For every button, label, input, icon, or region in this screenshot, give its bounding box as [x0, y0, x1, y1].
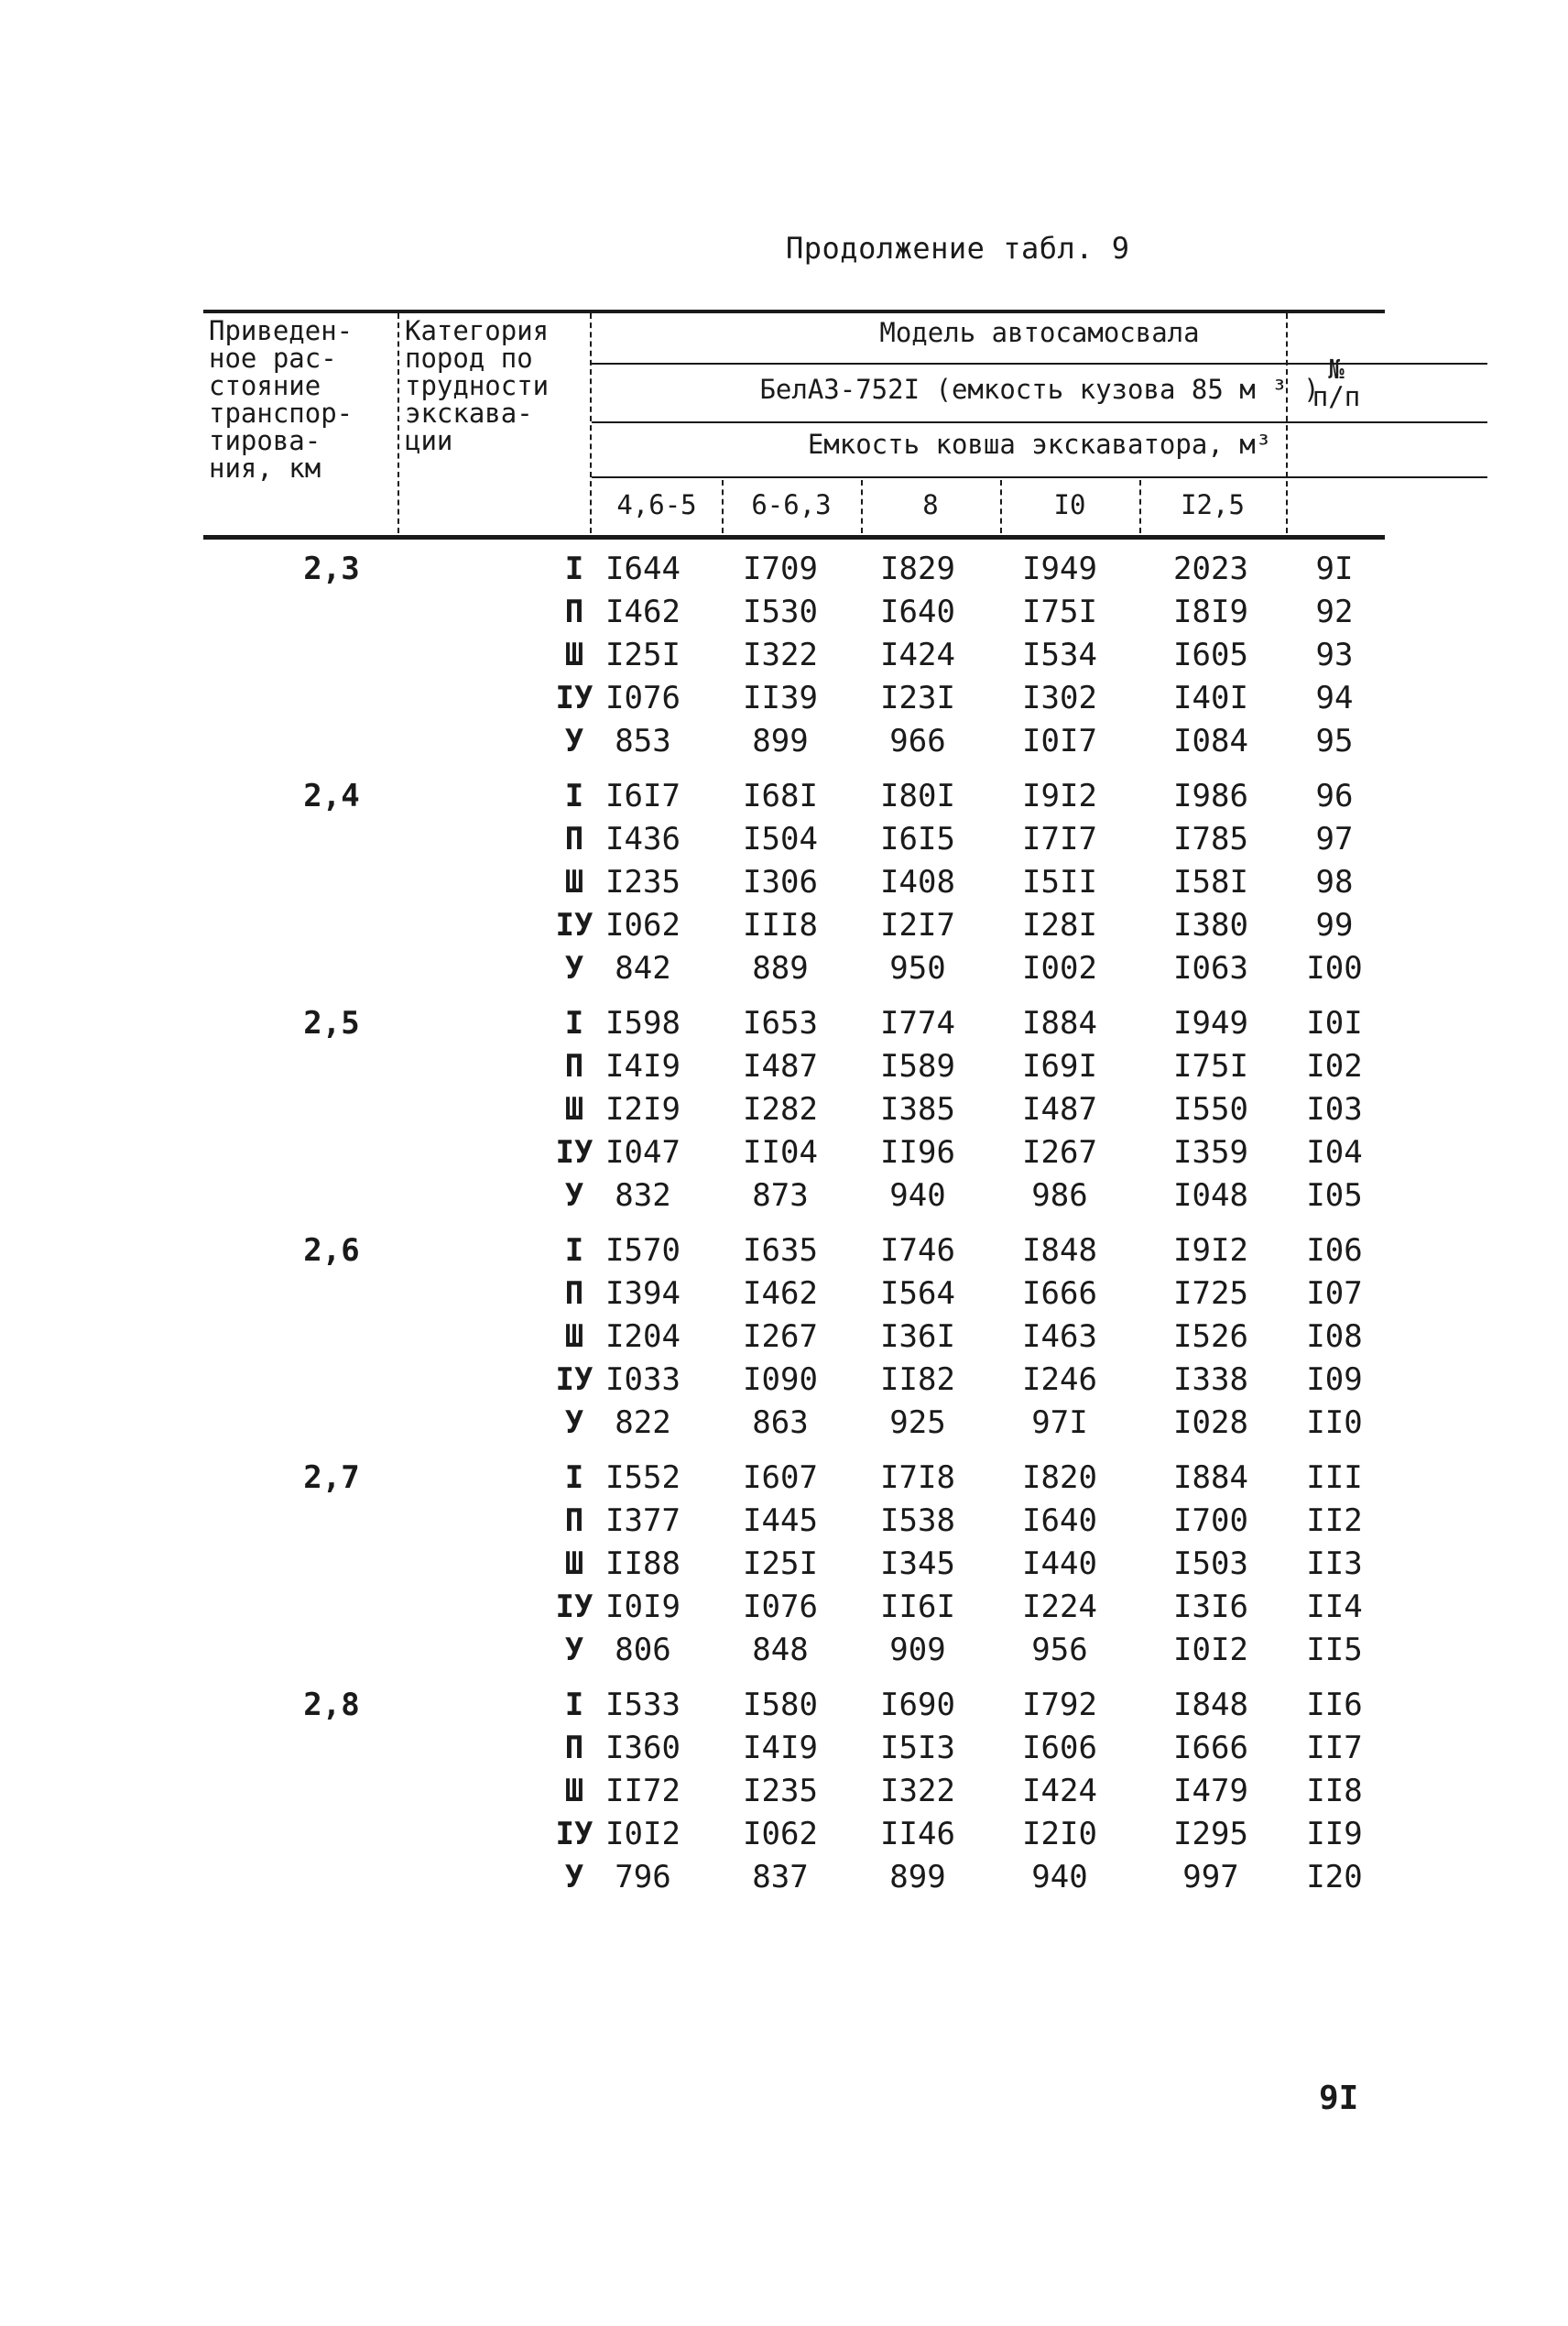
- value-cell: I503: [1173, 1545, 1248, 1582]
- value-cell: I084: [1173, 723, 1248, 759]
- value-cell: I700: [1173, 1502, 1248, 1539]
- value-cell: I820: [1022, 1459, 1097, 1496]
- table-body: [203, 548, 1385, 1911]
- distance-group: [203, 1229, 1385, 1457]
- category-cell: IУ: [555, 680, 593, 716]
- category-cell: IУ: [555, 1589, 593, 1625]
- distance-value: 2,4: [303, 778, 360, 814]
- header-rule: [592, 476, 1487, 478]
- value-cell: I0I2: [605, 1816, 681, 1852]
- value-cell: I28I: [1022, 907, 1097, 944]
- value-cell: I949: [1022, 551, 1097, 587]
- value-cell: I829: [880, 551, 955, 587]
- value-cell: I4I9: [605, 1048, 681, 1085]
- value-cell: I394: [605, 1275, 681, 1312]
- row-number-cell: 96: [1315, 778, 1354, 814]
- category-cell: Ш: [564, 1773, 584, 1809]
- value-cell: I235: [605, 864, 681, 901]
- divider: [397, 313, 399, 533]
- value-cell: I322: [880, 1773, 955, 1809]
- table-row: [203, 1727, 1385, 1770]
- value-cell: I424: [880, 637, 955, 673]
- value-cell: 848: [752, 1632, 809, 1668]
- value-cell: I462: [605, 594, 681, 630]
- value-cell: I9I2: [1173, 1232, 1248, 1269]
- table-row: [203, 1500, 1385, 1543]
- value-cell: I462: [743, 1275, 818, 1312]
- value-cell: I487: [743, 1048, 818, 1085]
- distance-value: 2,6: [303, 1232, 360, 1269]
- distance-value: 2,8: [303, 1687, 360, 1723]
- row-number-cell: I05: [1306, 1177, 1363, 1214]
- value-cell: II6I: [880, 1589, 955, 1625]
- value-cell: 863: [752, 1404, 809, 1441]
- table-row: [203, 634, 1385, 677]
- category-cell: IУ: [555, 1134, 593, 1171]
- value-cell: 997: [1182, 1859, 1239, 1895]
- value-cell: 940: [889, 1177, 946, 1214]
- row-number-cell: I20: [1306, 1859, 1363, 1895]
- value-cell: I949: [1173, 1005, 1248, 1042]
- row-number-cell: 94: [1315, 680, 1354, 716]
- category-cell: У: [564, 1859, 584, 1895]
- row-number-cell: 9I: [1315, 551, 1354, 587]
- table-row: [203, 1088, 1385, 1131]
- value-cell: I377: [605, 1502, 681, 1539]
- table-row: [203, 1272, 1385, 1316]
- row-number-cell: III: [1306, 1459, 1363, 1496]
- value-cell: I076: [743, 1589, 818, 1625]
- value-cell: I848: [1173, 1687, 1248, 1723]
- value-cell: I504: [743, 821, 818, 857]
- value-cell: I062: [605, 907, 681, 944]
- value-cell: I785: [1173, 821, 1248, 857]
- value-cell: I360: [605, 1730, 681, 1766]
- header-bucket-size: 6-6,3: [751, 489, 832, 520]
- table-row: [203, 1543, 1385, 1586]
- row-number-cell: I07: [1306, 1275, 1363, 1312]
- value-cell: I479: [1173, 1773, 1248, 1809]
- value-cell: I884: [1173, 1459, 1248, 1496]
- value-cell: I5II: [1022, 864, 1097, 901]
- table-row: [203, 1002, 1385, 1045]
- value-cell: I2I9: [605, 1091, 681, 1128]
- value-cell: 842: [615, 950, 671, 987]
- value-cell: I3I6: [1173, 1589, 1248, 1625]
- value-cell: I580: [743, 1687, 818, 1723]
- distance-group: [203, 548, 1385, 775]
- value-cell: I246: [1022, 1361, 1097, 1398]
- category-cell: П: [564, 1275, 584, 1312]
- category-cell: I: [564, 778, 584, 814]
- distance-group: [203, 1684, 1385, 1911]
- table-row: [203, 1457, 1385, 1500]
- value-cell: I986: [1173, 778, 1248, 814]
- table-row: [203, 1131, 1385, 1174]
- table-caption: Продолжение табл. 9: [786, 231, 1130, 266]
- value-cell: I644: [605, 551, 681, 587]
- category-cell: I: [564, 551, 584, 587]
- value-cell: I7I7: [1022, 821, 1097, 857]
- category-cell: П: [564, 1730, 584, 1766]
- distance-value: 2,3: [303, 551, 360, 587]
- value-cell: I23I: [880, 680, 955, 716]
- value-cell: I267: [1022, 1134, 1097, 1171]
- table-row: [203, 1174, 1385, 1218]
- row-number-cell: I08: [1306, 1318, 1363, 1355]
- table-row: [203, 1629, 1385, 1672]
- table-row: [203, 1316, 1385, 1359]
- category-cell: У: [564, 1632, 584, 1668]
- value-cell: I235: [743, 1773, 818, 1809]
- value-cell: I028: [1173, 1404, 1248, 1441]
- table-row: [203, 1359, 1385, 1402]
- category-cell: У: [564, 1404, 584, 1441]
- category-cell: I: [564, 1005, 584, 1042]
- value-cell: II39: [743, 680, 818, 716]
- value-cell: I848: [1022, 1232, 1097, 1269]
- table-row: [203, 947, 1385, 990]
- value-cell: I75I: [1173, 1048, 1248, 1085]
- table-row: [203, 1856, 1385, 1899]
- value-cell: I267: [743, 1318, 818, 1355]
- value-cell: I090: [743, 1361, 818, 1398]
- row-number-cell: 98: [1315, 864, 1354, 901]
- value-cell: II72: [605, 1773, 681, 1809]
- value-cell: I380: [1173, 907, 1248, 944]
- table-row: [203, 1045, 1385, 1088]
- value-cell: II96: [880, 1134, 955, 1171]
- value-cell: I048: [1173, 1177, 1248, 1214]
- value-cell: I408: [880, 864, 955, 901]
- row-number-cell: I06: [1306, 1232, 1363, 1269]
- value-cell: I033: [605, 1361, 681, 1398]
- value-cell: 956: [1031, 1632, 1088, 1668]
- value-cell: I534: [1022, 637, 1097, 673]
- value-cell: II82: [880, 1361, 955, 1398]
- value-cell: I690: [880, 1687, 955, 1723]
- value-cell: I598: [605, 1005, 681, 1042]
- row-number-cell: 95: [1315, 723, 1354, 759]
- header-distance: Приведен- ное рас- стояние транспор- тирова- ния, км: [209, 315, 354, 484]
- value-cell: 2023: [1173, 551, 1248, 587]
- category-cell: Ш: [564, 864, 584, 901]
- value-cell: I302: [1022, 680, 1097, 716]
- category-cell: IУ: [555, 1361, 593, 1398]
- category-cell: Ш: [564, 637, 584, 673]
- value-cell: II46: [880, 1816, 955, 1852]
- value-cell: I7I8: [880, 1459, 955, 1496]
- header-bucket-size: 8: [922, 489, 939, 520]
- value-cell: I436: [605, 821, 681, 857]
- header-rule: [592, 421, 1487, 423]
- table-row: [203, 1586, 1385, 1629]
- table-row: [203, 775, 1385, 818]
- value-cell: I653: [743, 1005, 818, 1042]
- page-number: 9I: [1319, 2080, 1359, 2117]
- row-number-cell: II6: [1306, 1687, 1363, 1723]
- value-cell: I2I7: [880, 907, 955, 944]
- row-number-cell: II3: [1306, 1545, 1363, 1582]
- value-cell: I58I: [1173, 864, 1248, 901]
- category-cell: У: [564, 950, 584, 987]
- value-cell: 873: [752, 1177, 809, 1214]
- value-cell: I550: [1173, 1091, 1248, 1128]
- table-row: [203, 548, 1385, 591]
- header-category: Категория пород по трудности экскава- ции: [405, 315, 550, 456]
- table-row: [203, 720, 1385, 763]
- row-number-cell: II0: [1306, 1404, 1363, 1441]
- value-cell: I2I0: [1022, 1816, 1097, 1852]
- value-cell: 950: [889, 950, 946, 987]
- value-cell: I564: [880, 1275, 955, 1312]
- value-cell: III8: [743, 907, 818, 944]
- row-number-cell: 97: [1315, 821, 1354, 857]
- value-cell: I463: [1022, 1318, 1097, 1355]
- value-cell: I047: [605, 1134, 681, 1171]
- value-cell: I884: [1022, 1005, 1097, 1042]
- header-bucket-size: I0: [1053, 489, 1086, 520]
- row-number-cell: I0I: [1306, 1005, 1363, 1042]
- value-cell: I725: [1173, 1275, 1248, 1312]
- table-row: [203, 1813, 1385, 1856]
- header-truck: БелАЗ-752I (емкость кузова 85 м ³ ): [759, 374, 1320, 405]
- table-row: [203, 677, 1385, 720]
- value-cell: I322: [743, 637, 818, 673]
- value-cell: I68I: [743, 778, 818, 814]
- value-cell: I338: [1173, 1361, 1248, 1398]
- value-cell: I295: [1173, 1816, 1248, 1852]
- value-cell: I0I9: [605, 1589, 681, 1625]
- value-cell: I605: [1173, 637, 1248, 673]
- table-row: [203, 591, 1385, 634]
- divider: [1286, 313, 1288, 533]
- value-cell: I640: [880, 594, 955, 630]
- category-cell: П: [564, 821, 584, 857]
- value-cell: I224: [1022, 1589, 1097, 1625]
- row-number-cell: I02: [1306, 1048, 1363, 1085]
- distance-value: 2,5: [303, 1005, 360, 1042]
- value-cell: 889: [752, 950, 809, 987]
- value-cell: 909: [889, 1632, 946, 1668]
- value-cell: I076: [605, 680, 681, 716]
- category-cell: У: [564, 1177, 584, 1214]
- value-cell: I36I: [880, 1318, 955, 1355]
- value-cell: I359: [1173, 1134, 1248, 1171]
- value-cell: 837: [752, 1859, 809, 1895]
- table-row: [203, 1229, 1385, 1272]
- value-cell: I063: [1173, 950, 1248, 987]
- value-cell: I666: [1022, 1275, 1097, 1312]
- value-cell: I282: [743, 1091, 818, 1128]
- value-cell: I306: [743, 864, 818, 901]
- value-cell: I5I3: [880, 1730, 955, 1766]
- header-bucket-size: I2,5: [1181, 489, 1245, 520]
- table-row: [203, 1684, 1385, 1727]
- value-cell: I640: [1022, 1502, 1097, 1539]
- row-number-cell: II9: [1306, 1816, 1363, 1852]
- value-cell: 925: [889, 1404, 946, 1441]
- distance-group: [203, 1457, 1385, 1684]
- value-cell: I8I9: [1173, 594, 1248, 630]
- value-cell: I25I: [743, 1545, 818, 1582]
- value-cell: I538: [880, 1502, 955, 1539]
- value-cell: 899: [752, 723, 809, 759]
- value-cell: I204: [605, 1318, 681, 1355]
- distance-group: [203, 1002, 1385, 1229]
- category-cell: IУ: [555, 907, 593, 944]
- row-number-cell: 93: [1315, 637, 1354, 673]
- value-cell: I445: [743, 1502, 818, 1539]
- value-cell: I709: [743, 551, 818, 587]
- row-number-cell: I00: [1306, 950, 1363, 987]
- value-cell: I9I2: [1022, 778, 1097, 814]
- category-cell: Ш: [564, 1545, 584, 1582]
- value-cell: 832: [615, 1177, 671, 1214]
- value-cell: I526: [1173, 1318, 1248, 1355]
- value-cell: I530: [743, 594, 818, 630]
- value-cell: I746: [880, 1232, 955, 1269]
- row-number-cell: II8: [1306, 1773, 1363, 1809]
- value-cell: I0I2: [1173, 1632, 1248, 1668]
- table-row: [203, 1770, 1385, 1813]
- value-cell: I792: [1022, 1687, 1097, 1723]
- divider: [590, 313, 592, 533]
- value-cell: I589: [880, 1048, 955, 1085]
- row-number-cell: II5: [1306, 1632, 1363, 1668]
- value-cell: 899: [889, 1859, 946, 1895]
- category-cell: I: [564, 1232, 584, 1269]
- category-cell: I: [564, 1687, 584, 1723]
- header-number: № п/п: [1312, 354, 1361, 412]
- table-header: [203, 310, 1385, 541]
- category-cell: IУ: [555, 1816, 593, 1852]
- table-row: [203, 1402, 1385, 1445]
- value-cell: I385: [880, 1091, 955, 1128]
- value-cell: I552: [605, 1459, 681, 1496]
- category-cell: Ш: [564, 1318, 584, 1355]
- row-number-cell: II4: [1306, 1589, 1363, 1625]
- value-cell: 853: [615, 723, 671, 759]
- category-cell: П: [564, 594, 584, 630]
- value-cell: I666: [1173, 1730, 1248, 1766]
- category-cell: I: [564, 1459, 584, 1496]
- row-number-cell: II7: [1306, 1730, 1363, 1766]
- category-cell: П: [564, 1502, 584, 1539]
- value-cell: 966: [889, 723, 946, 759]
- value-cell: I6I5: [880, 821, 955, 857]
- value-cell: I774: [880, 1005, 955, 1042]
- value-cell: I635: [743, 1232, 818, 1269]
- header-top-rule: [203, 310, 1385, 313]
- value-cell: I062: [743, 1816, 818, 1852]
- value-cell: I440: [1022, 1545, 1097, 1582]
- table-row: [203, 818, 1385, 861]
- distance-value: 2,7: [303, 1459, 360, 1496]
- value-cell: 986: [1031, 1177, 1088, 1214]
- category-cell: Ш: [564, 1091, 584, 1128]
- value-cell: I570: [605, 1232, 681, 1269]
- value-cell: I002: [1022, 950, 1097, 987]
- value-cell: 806: [615, 1632, 671, 1668]
- value-cell: 940: [1031, 1859, 1088, 1895]
- value-cell: I607: [743, 1459, 818, 1496]
- row-number-cell: II2: [1306, 1502, 1363, 1539]
- value-cell: 796: [615, 1859, 671, 1895]
- value-cell: I4I9: [743, 1730, 818, 1766]
- value-cell: I80I: [880, 778, 955, 814]
- value-cell: II88: [605, 1545, 681, 1582]
- value-cell: 822: [615, 1404, 671, 1441]
- value-cell: I345: [880, 1545, 955, 1582]
- value-cell: I40I: [1173, 680, 1248, 716]
- value-cell: I424: [1022, 1773, 1097, 1809]
- value-cell: I69I: [1022, 1048, 1097, 1085]
- value-cell: I533: [605, 1687, 681, 1723]
- row-number-cell: I09: [1306, 1361, 1363, 1398]
- category-cell: П: [564, 1048, 584, 1085]
- value-cell: I6I7: [605, 778, 681, 814]
- value-cell: I75I: [1022, 594, 1097, 630]
- header-bucket-size: 4,6-5: [616, 489, 697, 520]
- value-cell: 97I: [1031, 1404, 1088, 1441]
- category-cell: У: [564, 723, 584, 759]
- row-number-cell: I04: [1306, 1134, 1363, 1171]
- row-number-cell: 92: [1315, 594, 1354, 630]
- table-row: [203, 861, 1385, 904]
- row-number-cell: I03: [1306, 1091, 1363, 1128]
- header-bucket: Емкость ковша экскаватора, м³: [807, 429, 1272, 460]
- distance-group: [203, 775, 1385, 1002]
- value-cell: I25I: [605, 637, 681, 673]
- header-model-title: Модель автосамосвала: [879, 317, 1200, 348]
- row-number-cell: 99: [1315, 907, 1354, 944]
- value-cell: II04: [743, 1134, 818, 1171]
- value-cell: I606: [1022, 1730, 1097, 1766]
- table-row: [203, 904, 1385, 947]
- header-bottom-rule: [203, 535, 1385, 540]
- value-cell: I0I7: [1022, 723, 1097, 759]
- value-cell: I487: [1022, 1091, 1097, 1128]
